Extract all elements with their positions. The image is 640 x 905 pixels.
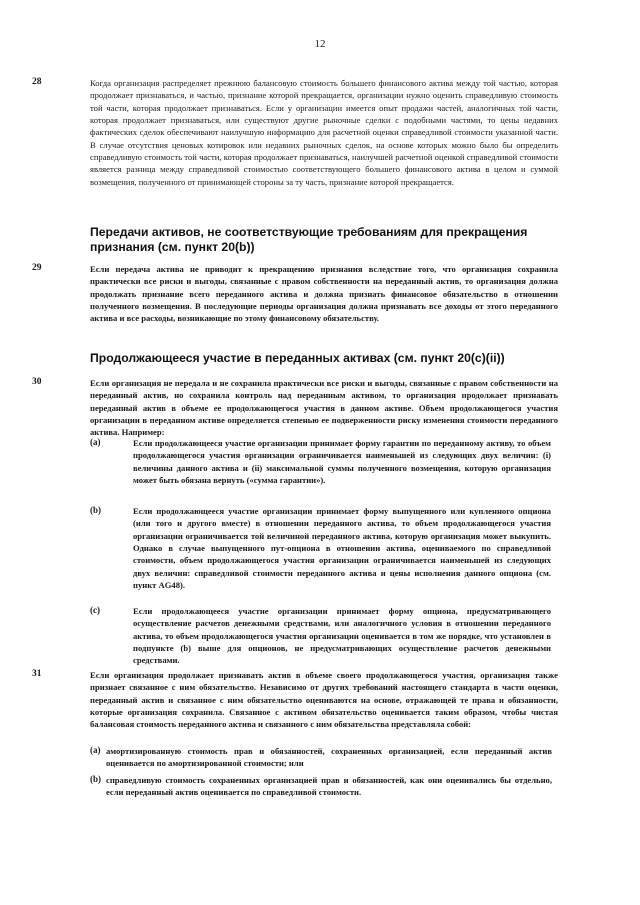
paragraph-29 — [32, 263, 560, 338]
list-item-text: амортизированную стоимость прав и обязанностей, сохраненных организацией, если переданный актив оценивается по амортизированной стоимости; или — [106, 746, 552, 769]
paragraph-30 — [32, 377, 560, 437]
paragraph-28 — [32, 77, 560, 227]
paragraph-text: Если передача актива не приводит к прекращению признания вследствие того, что организация сохранила практически все риски и выгоды, связанные с правом собственности на переданный актив, то организация должна продолжать признание всего переданного актива и должна признать финансовое обязательство в отношении полученного возмещения. В последующие периоды организация должна признавать все доходы от этого переданного актива и все расходы, возникающие по этому финансовому обязательству. — [90, 264, 558, 324]
list-item — [90, 774, 552, 802]
page-number: 12 — [314, 38, 326, 50]
list-item — [90, 745, 552, 773]
section-heading: Продолжающееся участие в переданных активах (см. пункт 20(c)(ii)) — [90, 351, 505, 365]
list-item-label: (b) — [90, 774, 101, 784]
paragraph-number: 28 — [32, 77, 42, 87]
list-item-label: (a) — [90, 437, 101, 447]
section-heading: Передачи активов, не соответствующие требованиям для прекращения признания (см. пункт 20(b)) — [90, 225, 528, 254]
list-item-label: (c) — [90, 605, 100, 615]
list-item — [90, 437, 552, 501]
paragraph-text: Если организация не передала и не сохранила практически все риски и выгоды, связанные с правом собственности на переданный актив, но сохранила контроль над переданным активом, то организация продолжает признавать переданный актив в объеме ее продолжающегося участия в данном активе. Объем продолжающегося участия организации в переданном активе определяется степенью ее подверженности риску изменения стоимости переданного актива. Например: — [90, 378, 558, 438]
paragraph-number: 31 — [32, 669, 42, 679]
list-item-text: Если продолжающееся участие организации принимает форму гарантии по переданному активу, то объем продолжающегося участия организации ограничивается наименьшей из следующих двух величин: (i) величины данного актива и (ii) максимальной суммы полученного возмещения, которую организация может быть обязана вернуть («сумма гарантии»). — [133, 438, 551, 486]
paragraph-number: 30 — [32, 377, 42, 387]
paragraph-number: 29 — [32, 263, 42, 273]
paragraph-text: Если организация продолжает признавать актив в объеме своего продолжающегося участия, организация также признает связанное с ним обязательство. Независимо от других требований настоящего стандарта в части оценки, переданный актив и связанное с ним обязательство оцениваются на основе, отражающей те права и обязанности, которые организация сохранила. Связанное с активом обязательство оценивается таким образом, чтобы чистая балансовая стоимость переданного актива и связанного с ним обязательства представляла собой: — [90, 670, 558, 730]
list-item-label: (b) — [90, 505, 101, 515]
list-item — [90, 505, 552, 597]
list-item-text: Если продолжающееся участие организации принимает форму выпущенного или купленного опциона (или того и другого вместе) в отношении переданного актива, то объем продолжающегося участия организации ограничивается той величиной переданного актива, которую организация может выкупить. Однако в случае выпущенного пут-опциона в отношении актива, оцениваемого по справедливой стоимости, объем продолжающегося участия организации ограничивается наименьшей из следующих двух величин: справедливой стоимости переданного актива и цены исполнения данного опциона (см. пункт AG48). — [133, 506, 551, 591]
list-item-text: справедливую стоимость сохраненных организацией прав и обязанностей, как они оценивались бы отдельно, если переданный актив оценивается по справедливой стоимости. — [106, 775, 552, 798]
list-item-label: (a) — [90, 745, 101, 755]
paragraph-text: Когда организация распределяет прежнюю балансовую стоимость большего финансового актива между той частью, которая продолжает признаваться, и частью, признание которой прекращается, организации нужно оценить справедливую стоимость той части, которая продолжает признаваться. Если у организации имеется опыт продажи частей, аналогичных той части, которая продолжает признаваться, или существуют другие рыночные сделки с подобными частями, то цены недавних фактических сделок обеспечивают наилучшую информацию для расчетной оценки справедливой стоимости указанной части. В случае отсутствия ценовых котировок или недавних рыночных сделок, на основе которых можно было бы определить справедливую стоимость той части, которая продолжает признаваться, наилучшей расчетной оценкой справедливой стоимости является разница между справедливой стоимостью соответствующего большего финансового актива в целом и суммой возмещения, полученного от принимающей стороны за ту часть, признание которой прекращается. — [90, 78, 558, 187]
list-item-text: Если продолжающееся участие организации принимает форму опциона, предусматривающего осуществление расчетов денежными средствами, или аналогичного условия в отношении переданного актива, то объем продолжающегося участия организации оценивается в том же порядке, что установлен в подпункте (b) выше для опционов, не предусматривающих осуществление расчетов денежными средствами. — [133, 606, 551, 666]
list-item — [90, 605, 552, 667]
paragraph-31 — [32, 669, 560, 744]
